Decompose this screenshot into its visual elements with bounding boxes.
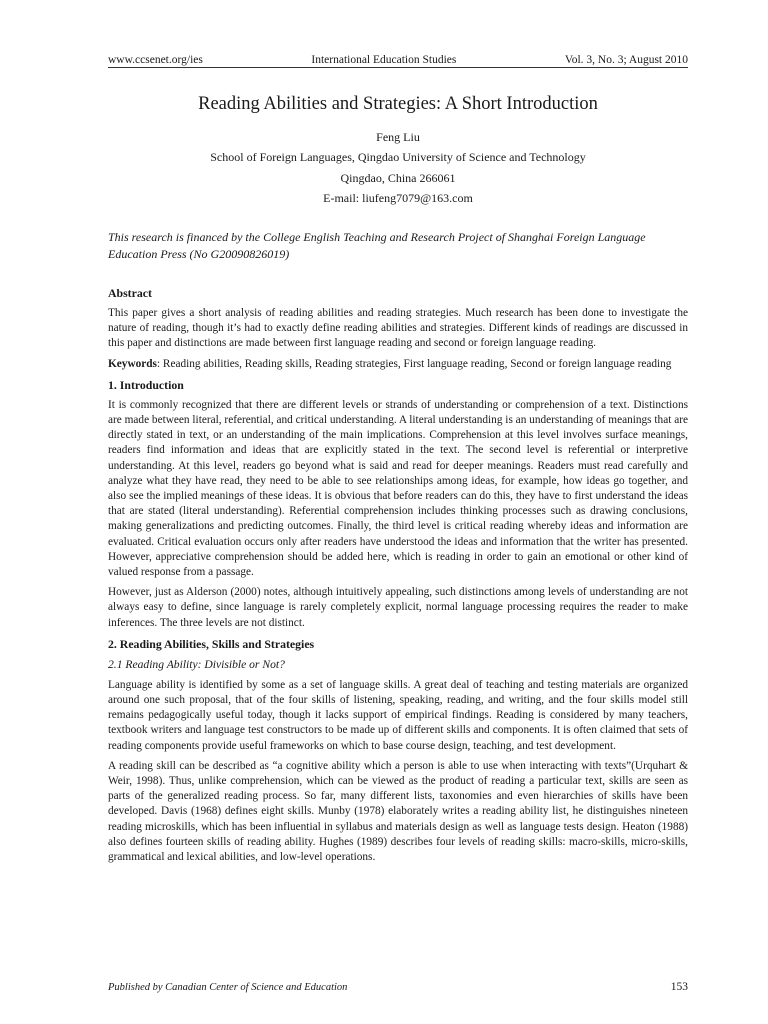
issue-info: Vol. 3, No. 3; August 2010 (564, 54, 688, 66)
section-heading-introduction: 1. Introduction (108, 377, 184, 392)
author-block (108, 127, 688, 208)
journal-name: International Education Studies (311, 54, 457, 66)
keywords-text: : Reading abilities, Reading skills, Reading strategies, First language reading, Second or foreign language reading (156, 357, 672, 370)
header-rule (108, 67, 688, 68)
paper-body (108, 285, 688, 870)
author-location: Qingdao, China 266061 (340, 170, 456, 185)
author-name: Feng Liu (376, 130, 420, 144)
keywords (108, 357, 688, 372)
paragraph: A reading skill can be described as “a cognitive ability which a person is able to use when interacting with texts”(Urquhart & Weir, 1998). Thus, unlike comprehension, which can be viewed as the product of reading a particular text, skills are seen as parts of the generalized reading process. So far, many different lists, taxonomies and even hierarchies of skills have been developed. Davis (1968) defines eight skills. Munby (1978) elaborately writes a reading ability list, he distinguishes nineteen reading microskills, which has been influential in syllabus and materials design as well as language tests design. Heaton (1988) also defines fourteen skills of reading ability. Hughes (1989) describes four levels of reading skills: macro-skills, micro-skills, grammatical and lexical abilities, and low-level operations. (108, 759, 688, 864)
subsection-heading-divisible: 2.1 Reading Ability: Divisible or Not? (108, 657, 285, 671)
paragraph: However, just as Alderson (2000) notes, although intuitively appealing, such distinctions among levels of understanding are not always easy to define, since language is rarely completely explicit, normal language processing requires the reader to make inferences. The three levels are not distinct. (108, 586, 688, 629)
paragraph: It is commonly recognized that there are different levels or strands of understanding or comprehension of a text. Distinctions are made between literal, referential, and critical understanding. A literal understanding is an understanding of meanings that are directly stated in text, or an understanding of the main implications. Comprehension at this level involves surface meanings, readers find information and ideas that are explicitly stated in the text. The second level is referential or interpretive understanding. At this level, readers go beyond what is said and read for deeper meanings. Readers must read carefully and analyze what they have read, they need to be able to see relationships among ideas, for example, how ideas go together, and also see the implied meanings of these ideas. It is obvious that before readers can do this, they have to first understand the ideas that are stated (literal understanding). Referential comprehension includes thinking processes such as drawing conclusions, making generalizations and predicting outcomes. Finally, the third level is critical reading whereby ideas and information are evaluated. Critical evaluation occurs only after readers have understood the ideas and information that the writer has presented. However, appreciative comprehension should be added here, which is reading in order to gain an emotional or other kind of valued response from a passage. (108, 398, 688, 579)
author-email[interactable]: E-mail: liufeng7079@163.com (323, 190, 473, 205)
publisher-note: Published by Canadian Center of Science and Education (108, 982, 348, 993)
running-footer (108, 979, 688, 993)
keywords-label: Keywords (108, 357, 157, 370)
paper-title: Reading Abilities and Strategies: A Short Introduction (198, 94, 598, 114)
running-header (108, 50, 688, 66)
section-heading-reading-abilities: 2. Reading Abilities, Skills and Strategies (108, 636, 315, 651)
abstract-heading: Abstract (108, 286, 152, 300)
author-affiliation: School of Foreign Languages, Qingdao University of Science and Technology (210, 150, 586, 165)
funding-note: This research is financed by the College English Teaching and Research Project of Shanghai Foreign Language Education Press (No G20090826019) (108, 230, 646, 261)
abstract-text: This paper gives a short analysis of reading abilities and reading strategies. Much research has been done to investigate the nature of reading, though it’s had to exactly define reading abilities and strategies. Different kinds of readings are discussed in this paper and distinctions are made between first language reading and second or foreign language reading. (108, 307, 688, 350)
page-number: 153 (670, 981, 688, 993)
journal-url[interactable]: www.ccsenet.org/ies (108, 54, 203, 66)
paragraph: Language ability is identified by some as a set of language skills. A great deal of teaching and testing materials are organized around one such proposal, that of the four skills of listening, speaking, reading, and writing, and the four skills model still remains pedagogically useful today, though it lacks support of empirical findings. Reading is considered by many teachers, textbook writers and language test constructors to be made up of different skills and components. It is often claimed that sets of reading components provide useful frameworks on which to base course design, teaching, and test development. (108, 678, 688, 752)
